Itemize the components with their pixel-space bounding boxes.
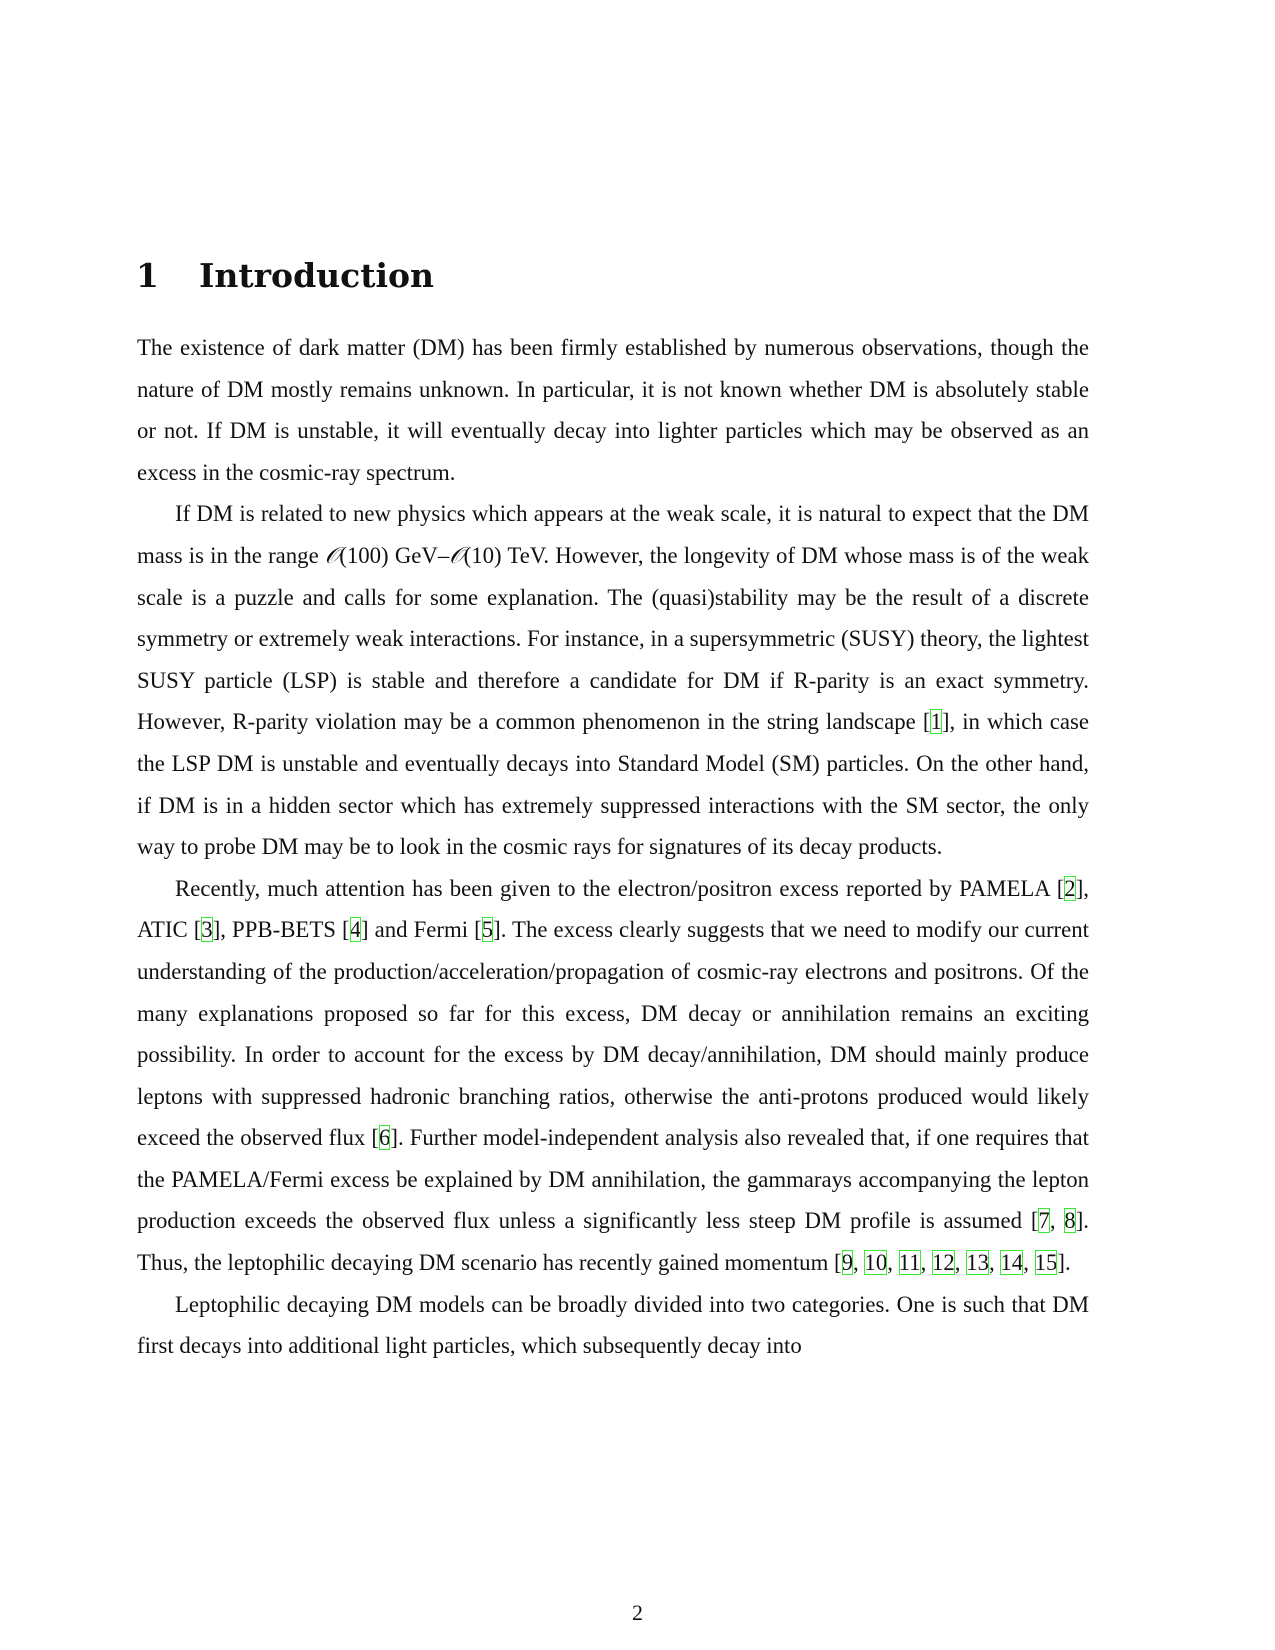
citation-group[interactable]: [9, 10, 11, 12, 13, 14, 15] xyxy=(834,1250,1065,1276)
text-run: , PPB-BETS xyxy=(220,917,342,943)
citation-link[interactable]: 13 xyxy=(966,1250,989,1276)
citation-link[interactable]: 7 xyxy=(1038,1208,1050,1234)
citation-link[interactable]: 11 xyxy=(898,1250,921,1276)
text-run: . Further model-independent analysis also revealed that, if one requires that the PAMELA/Fermi excess be explained by DM annihilation, the gammarays accompanying the lepton production exceeds the observed flux unless a significantly less steep DM profile is assumed xyxy=(137,1125,1089,1234)
body-text xyxy=(137,327,1089,1367)
paragraph-4: Leptophilic decaying DM models can be broadly divided into two categories. One is such that DM first decays into additional light particles, which subsequently decay into xyxy=(137,1291,1089,1359)
big-o-symbol: 𝒪 xyxy=(324,542,340,568)
text-run: and Fermi xyxy=(368,917,475,943)
citation-link[interactable]: 4 xyxy=(349,917,361,943)
citation[interactable]: [5] xyxy=(474,917,501,943)
citation-link[interactable]: 14 xyxy=(1000,1250,1024,1276)
citation-link[interactable]: 12 xyxy=(931,1250,955,1276)
text-run: If DM is related to new physics which appears at the weak scale, it is natural to expect that the DM mass is in the range xyxy=(137,501,1089,568)
citation[interactable]: [1] xyxy=(922,709,950,735)
text-run: . Thus, the leptophilic decaying DM scenario has recently gained momentum xyxy=(137,1208,1089,1276)
citation-link[interactable]: 5 xyxy=(481,917,494,943)
text-run: Recently, much attention has been given to the electron/positron excess reported by PAMELA xyxy=(175,875,1057,901)
text-run: (10) TeV. However, the longevity of DM whose mass is of the weak scale is a puzzle and calls for some explanation. The (quasi)stability may be the result of a discrete symmetry or extremely weak interactions. For instance, in a supersymmetric (SUSY) theory, the lightest SUSY particle (LSP) is stable and therefore a candidate for DM if R-parity is an exact symmetry. However, R-parity violation may be a common phenomenon in the string landscape xyxy=(137,542,1089,735)
big-o-symbol: 𝒪 xyxy=(449,542,464,568)
citation-link[interactable]: 8 xyxy=(1064,1208,1076,1234)
page-number: 2 xyxy=(632,1600,643,1625)
citation-group[interactable]: [7, 8] xyxy=(1030,1208,1084,1234)
citation-link[interactable]: 1 xyxy=(930,709,942,735)
paragraph-1: The existence of dark matter (DM) has been firmly established by numerous observations, though the nature of DM mostly remains unknown. In particular, it is not known whether DM is absolutely stable or not. If DM is unstable, it will eventually decay into lighter particles which may be observed as an excess in the cosmic-ray spectrum. xyxy=(137,335,1089,485)
citation-link[interactable]: 10 xyxy=(864,1250,888,1276)
paragraph-3 xyxy=(137,868,1089,1284)
citation-link[interactable]: 15 xyxy=(1034,1250,1058,1276)
citation-link[interactable]: 6 xyxy=(378,1125,391,1151)
citation[interactable]: [3] xyxy=(193,917,221,943)
text-run: , ATIC xyxy=(137,875,1089,943)
text-run: . xyxy=(1064,1250,1071,1276)
section-heading xyxy=(136,256,434,295)
text-run: , in which case the LSP DM is unstable and eventually decays into Standard Model (SM) particles. On the other hand, if DM is in a hidden sector which has extremely suppressed interactions with the SM sector, the only way to probe DM may be to look in the cosmic rays for signatures of its decay products. xyxy=(137,709,1089,860)
text-run: . The excess clearly suggests that we need to modify our current understanding of the production/acceleration/propagation of cosmic-ray electrons and positrons. Of the many explanations proposed so far for this excess, DM decay or annihilation remains an exciting possibility. In order to account for the excess by DM decay/annihilation, DM should mainly produce leptons with suppressed hadronic branching ratios, otherwise the anti-protons produced would likely exceed the observed flux xyxy=(137,917,1090,1151)
citation[interactable]: [4] xyxy=(341,917,369,943)
text-run: (100) GeV– xyxy=(339,542,450,568)
section-title: Introduction xyxy=(199,256,435,295)
citation[interactable]: [2] xyxy=(1056,875,1084,901)
paragraph-2 xyxy=(137,493,1089,867)
citation-link[interactable]: 3 xyxy=(201,917,213,943)
citation-link[interactable]: 2 xyxy=(1064,875,1076,901)
citation[interactable]: [6] xyxy=(371,1125,398,1151)
section-number: 1 xyxy=(136,256,159,295)
citation-link[interactable]: 9 xyxy=(841,1250,854,1276)
